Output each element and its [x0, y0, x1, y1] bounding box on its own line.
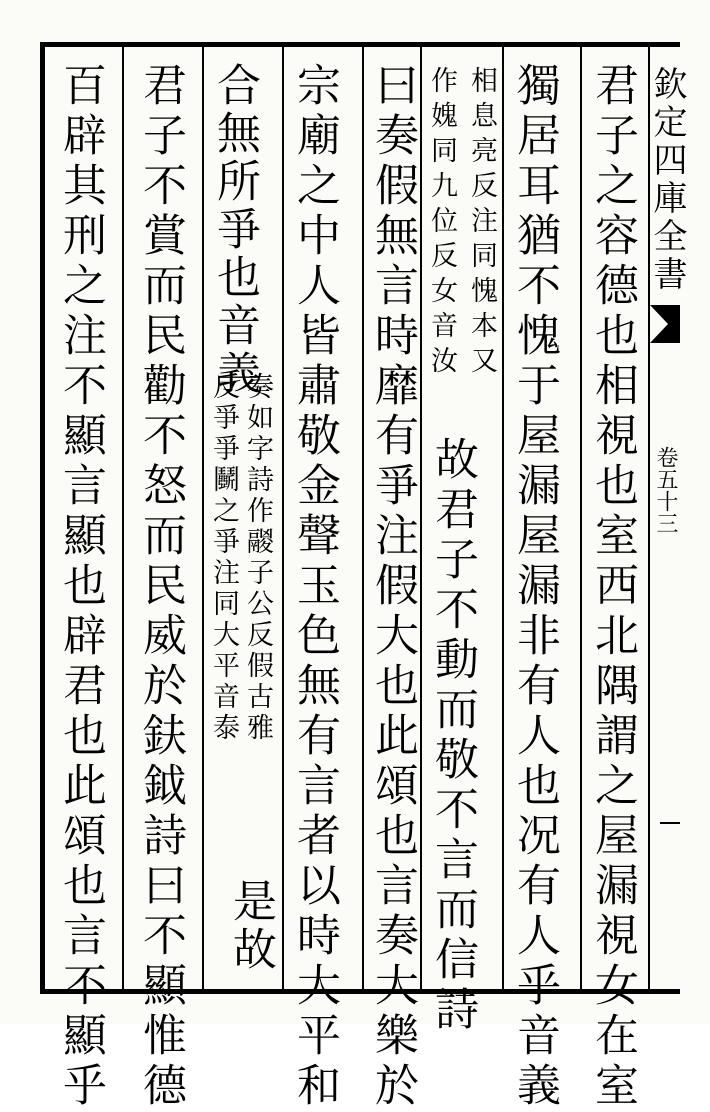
- annotation-column-6-left: 反爭爭鬭之爭注同大平音泰: [208, 372, 239, 744]
- column-divider: [122, 47, 124, 989]
- annotation-column-3-left: 作媿同九位反女音汝: [426, 66, 457, 381]
- column-divider: [282, 47, 284, 989]
- text-column-8: 百辟其刑之注不顯言顯也辟君也此頌也言不顯乎: [55, 62, 106, 1112]
- text-column-3-main: 故君子不動而敬不言而信詩: [427, 436, 478, 1036]
- column-divider: [362, 47, 364, 989]
- annotation-column-3-right: 相息亮反注同愧本又: [466, 66, 497, 381]
- margin-tick: [660, 822, 680, 824]
- text-column-7: 君子不賞而民勸不怒而民威於鈇鉞詩曰不顯惟德: [135, 62, 186, 1112]
- text-column-2: 獨居耳猶不愧于屋漏屋漏非有人也况有人乎音義: [509, 62, 560, 1112]
- text-column-6-top: 合無所爭也音義: [209, 62, 260, 398]
- text-column-5: 宗廟之中人皆肅敬金聲玉色無有言者以時大平和: [289, 62, 340, 1112]
- column-divider: [420, 47, 422, 989]
- text-column-1: 君子之容德也相視也室西北隅謂之屋漏視女在室: [587, 62, 638, 1112]
- margin-title: 欽定四庫全書: [647, 66, 687, 294]
- column-divider: [202, 47, 204, 989]
- annotation-column-6-right: 奏如字詩作鬷子公反假古雅: [242, 372, 273, 744]
- column-divider: [502, 47, 504, 989]
- margin-volume: 卷五十三: [653, 446, 678, 534]
- text-column-4: 曰奏假無言時靡有爭注假大也此頌也言奏大樂於: [367, 62, 418, 1112]
- column-divider: [580, 47, 582, 989]
- text-column-6-bottom: 是故: [225, 878, 276, 974]
